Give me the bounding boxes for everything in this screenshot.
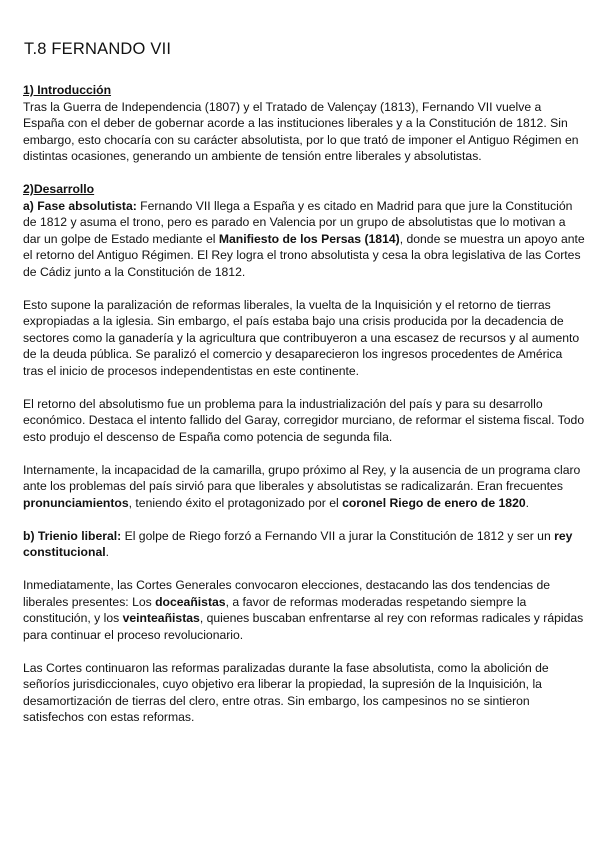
text-run: Internamente, la incapacidad de la camarilla, grupo próximo al Rey, y la ausencia de un programa claro ante los problemas del país sirvió para que liberales y absolutistas se radicalizarán. Eran frecuentes: [23, 462, 581, 493]
bold-text: a) Fase absolutista:: [23, 198, 137, 213]
text-run: El retorno del absolutismo fue un problema para la industrialización del país y para su desarrollo económico. Destaca el intento fallido del Garay, corregidor murciano, de reformar el sistema fiscal. Todo esto produjo el descenso de España como potencia de segunda fila.: [23, 396, 585, 444]
paragraph: [23, 297, 585, 380]
bold-text: veinteañistas: [122, 611, 200, 625]
bold-text: b) Trienio liberal:: [23, 528, 122, 543]
paragraph: [23, 660, 585, 726]
section-heading: 2)Desarrollo: [23, 182, 95, 196]
paragraph: [23, 577, 585, 643]
document-title: T.8 FERNANDO VII: [24, 40, 172, 58]
bold-text: pronunciamientos: [23, 495, 129, 510]
paragraph: [23, 528, 585, 561]
paragraph: [23, 462, 585, 512]
text-run: , a favor de reformas moderadas respetando siempre la constitución, y los: [23, 594, 527, 625]
paragraph: [23, 396, 585, 446]
paragraph: [23, 198, 585, 281]
section-heading: 1) Introducción: [23, 83, 112, 97]
text-run: Las Cortes continuaron las reformas paralizadas durante la fase absolutista, como la abolición de señoríos jurisdiccionales, cuyo objetivo era liberar la propiedad, la supresión de la Inquisición, la desamortización de tierras del clero, entre otras. Sin embargo, los campesinos no se sintieron satisfechos con estas reformas.: [23, 660, 549, 724]
paragraph: [23, 99, 585, 165]
text-run: , teniendo éxito el protagonizado por el: [128, 495, 343, 510]
bold-text: Manifiesto de los Persas (1814): [218, 231, 400, 246]
text-run: , donde se muestra un apoyo ante el retorno del Antiguo Régimen. El Rey logra el trono absolutista y cesa la obra legislativa de las Cortes de Cádiz junto a la Constitución de 1812.: [23, 231, 585, 279]
text-run: Tras la Guerra de Independencia (1807) y el Tratado de Valençay (1813), Fernando VII vuelve a España con el deber de gobernar acorde a las instituciones liberales y a la Constitución de 1812. Sin embargo, esto chocaría con su carácter absolutista, por lo que trató de imponer el Antiguo Régimen en distintas ocasiones, generando un ambiente de tensión entre liberales y absolutistas.: [23, 99, 579, 163]
text-run: Inmediatamente, las Cortes Generales convocaron elecciones, destacando las dos tendencias de liberales presentes: Los: [23, 578, 551, 609]
bold-text: coronel Riego de enero de 1820: [342, 495, 526, 510]
text-run: .: [525, 495, 530, 510]
text-run: Esto supone la paralización de reformas liberales, la vuelta de la Inquisición y el retorno de tierras expropiadas a la iglesia. Sin embargo, el país estaba bajo una crisis producida por la decadencia de sectores como la ganadería y la agricultura que contribuyeron a una escasez de recursos y al aumento de la deuda pública. Se paralizó el comercio y desaparecieron los ingresos procedentes de América tras el inicio de procesos independentistas en este continente.: [23, 297, 580, 378]
bold-text: rey constitucional: [23, 528, 573, 559]
text-run: El golpe de Riego forzó a Fernando VII a jurar la Constitución de 1812 y ser un: [121, 528, 555, 543]
text-run: Fernando VII llega a España y es citado en Madrid para que jure la Constitución de 1812 y asuma el trono, pero es parado en Valencia por un grupo de absolutistas que lo motivan a dar un golpe de Estado mediante el: [23, 198, 573, 246]
text-run: , quienes buscaban enfrentarse al rey con reformas radicales y rápidas para continuar el proceso revolucionario.: [23, 611, 584, 642]
document-body: [23, 82, 585, 726]
bold-text: doceañistas: [155, 594, 226, 609]
text-run: .: [105, 545, 110, 559]
